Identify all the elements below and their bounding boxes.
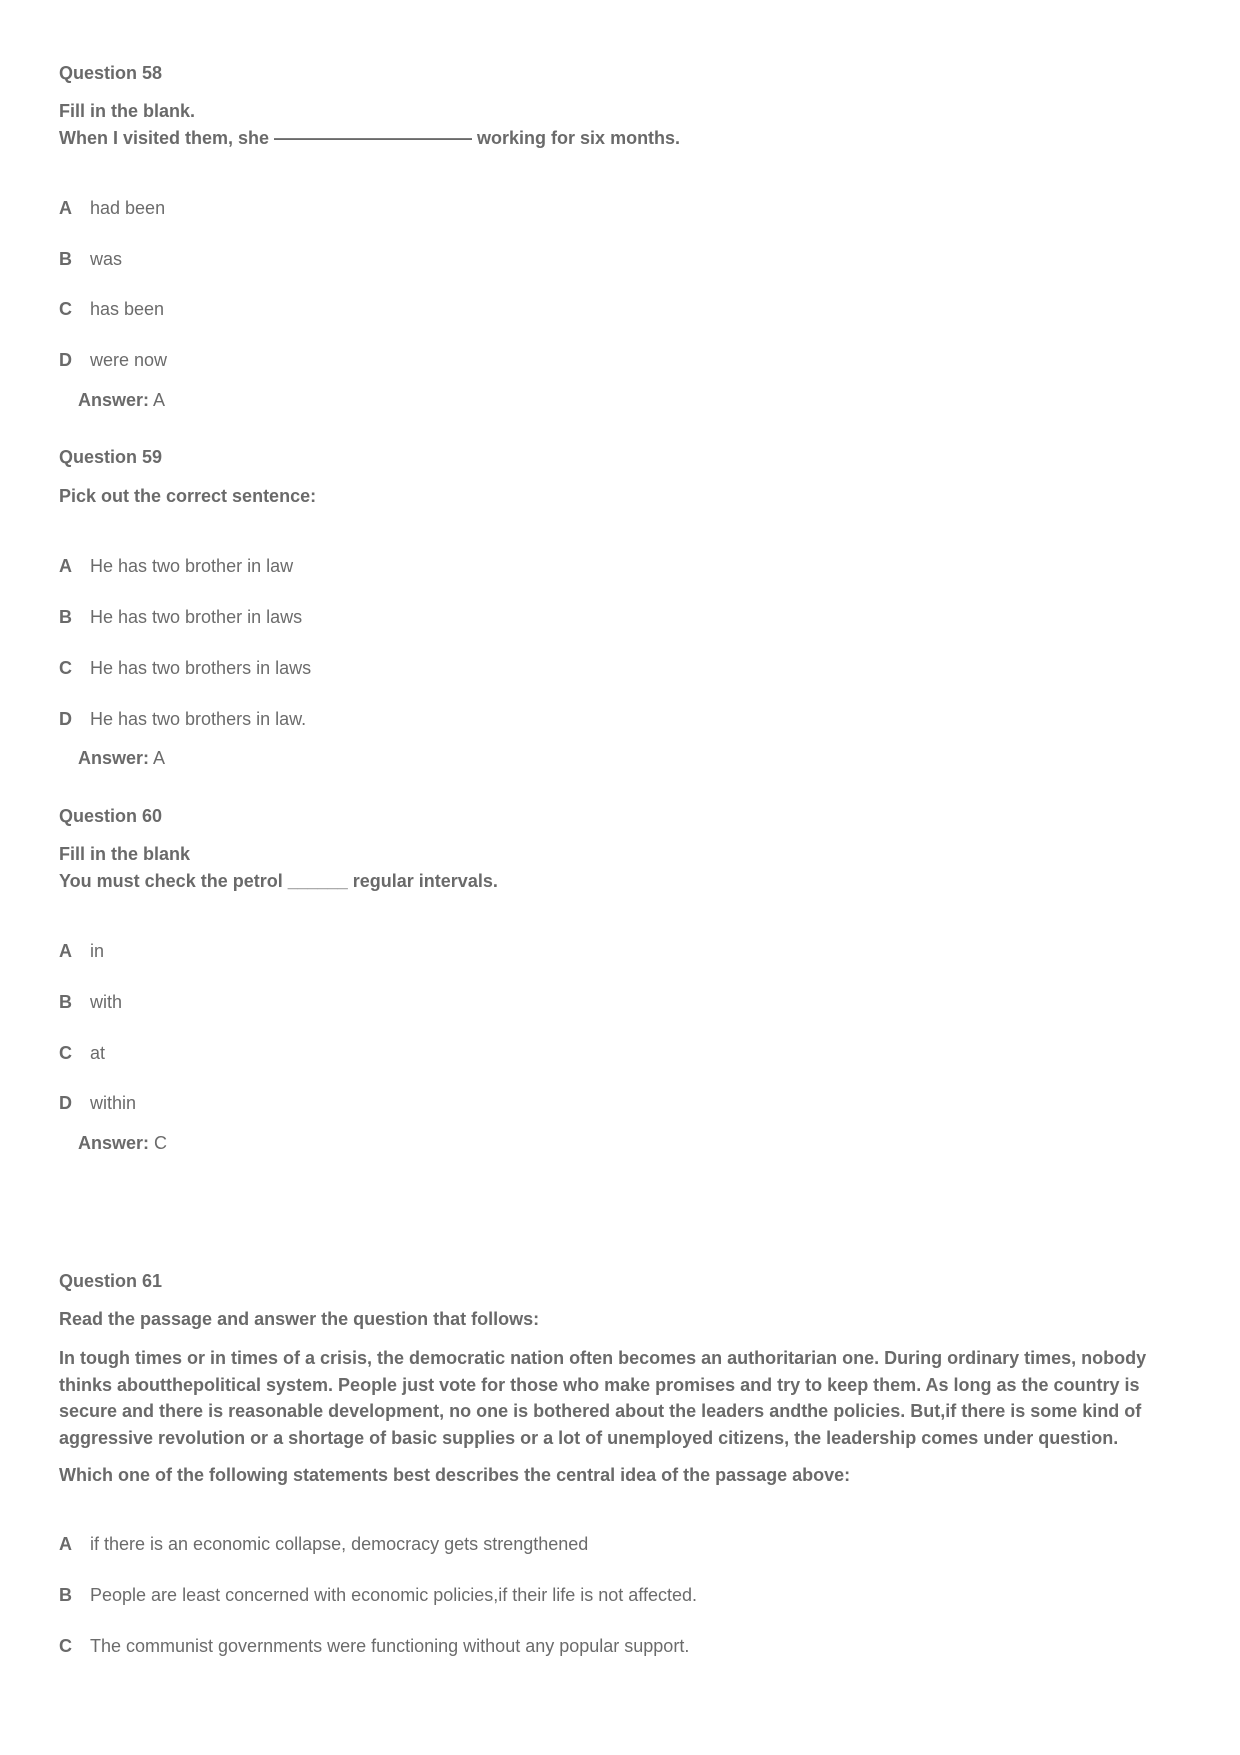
- option-text: in: [90, 941, 105, 961]
- option-c: [59, 658, 311, 679]
- option-letter: A: [59, 941, 72, 961]
- option-letter: C: [59, 299, 72, 319]
- option-letter: B: [59, 607, 72, 627]
- option-d: [59, 1093, 136, 1114]
- option-letter: D: [59, 709, 72, 729]
- option-a: [59, 1534, 588, 1555]
- answer-value: A: [149, 390, 166, 410]
- option-text: at: [90, 1043, 106, 1063]
- prompt-line: Pick out the correct sentence:: [59, 486, 317, 506]
- question-title: Question 61: [59, 1271, 163, 1291]
- option-letter: A: [59, 1534, 72, 1554]
- answer-label: Answer:: [78, 390, 150, 410]
- option-letter: B: [59, 1585, 72, 1605]
- option-b: [59, 607, 302, 628]
- question-prompt: [59, 483, 316, 510]
- option-b: [59, 1585, 697, 1606]
- option-c: [59, 1636, 689, 1657]
- option-a: [59, 556, 293, 577]
- option-text: if there is an economic collapse, democracy gets strengthened: [90, 1534, 589, 1554]
- option-letter: A: [59, 198, 72, 218]
- question-statement: [59, 1462, 850, 1489]
- option-text: He has two brother in laws: [90, 607, 303, 627]
- answer: [78, 748, 165, 769]
- option-text: The communist governments were functioning without any popular support.: [90, 1636, 690, 1656]
- option-c: [59, 299, 164, 320]
- question-title: Question 59: [59, 447, 163, 467]
- question-prompt: [59, 841, 498, 895]
- option-text: was: [90, 249, 123, 269]
- option-d: [59, 709, 306, 730]
- prompt-line: Read the passage and answer the question that follows:: [59, 1309, 540, 1329]
- option-text: He has two brother in law: [90, 556, 294, 576]
- option-letter: B: [59, 249, 72, 269]
- question-title: Question 58: [59, 63, 163, 83]
- prompt-line: You must check the petrol ______ regular intervals.: [59, 871, 498, 891]
- answer-value: A: [149, 748, 166, 768]
- option-text: with: [90, 992, 123, 1012]
- prompt-line: Fill in the blank: [59, 844, 191, 864]
- question-title: Question 60: [59, 806, 163, 826]
- option-letter: C: [59, 1636, 72, 1656]
- option-a: [59, 941, 104, 962]
- prompt-line: When I visited them, she ——————————— working for six months.: [59, 128, 681, 148]
- answer: [78, 390, 165, 411]
- question-prompt: [59, 1306, 539, 1333]
- option-letter: D: [59, 1093, 72, 1113]
- option-text: were now: [90, 350, 168, 370]
- option-d: [59, 350, 167, 371]
- option-a: [59, 198, 165, 219]
- option-text: People are least concerned with economic policies,if their life is not affected.: [90, 1585, 697, 1605]
- option-text: had been: [90, 198, 166, 218]
- question-prompt: [59, 98, 680, 152]
- option-text: within: [90, 1093, 137, 1113]
- prompt-line: Fill in the blank.: [59, 101, 196, 121]
- option-text: has been: [90, 299, 165, 319]
- option-c: [59, 1043, 105, 1064]
- option-letter: D: [59, 350, 72, 370]
- option-letter: A: [59, 556, 72, 576]
- answer-label: Answer:: [78, 748, 150, 768]
- option-letter: C: [59, 1043, 72, 1063]
- option-text: He has two brothers in law.: [90, 709, 307, 729]
- option-letter: B: [59, 992, 72, 1012]
- answer: [78, 1133, 167, 1154]
- answer-value: C: [149, 1133, 168, 1153]
- option-b: [59, 249, 122, 270]
- option-b: [59, 992, 122, 1013]
- passage-text: In tough times or in times of a crisis, the democratic nation often becomes an authoritarian one. During ordinary times, nobody thinks aboutthepolitical system. People just vote for those who make promises and try to keep them. As long as the country is secure and there is reasonable development, no one is bothered about the leaders andthe policies. But,if there is some kind of aggressive revolution or a shortage of basic supplies or a lot of unemployed citizens, the leadership comes under question.: [59, 1348, 1147, 1448]
- option-letter: C: [59, 658, 72, 678]
- answer-label: Answer:: [78, 1133, 150, 1153]
- statement-line: Which one of the following statements best describes the central idea of the passage above:: [59, 1465, 851, 1485]
- option-text: He has two brothers in laws: [90, 658, 312, 678]
